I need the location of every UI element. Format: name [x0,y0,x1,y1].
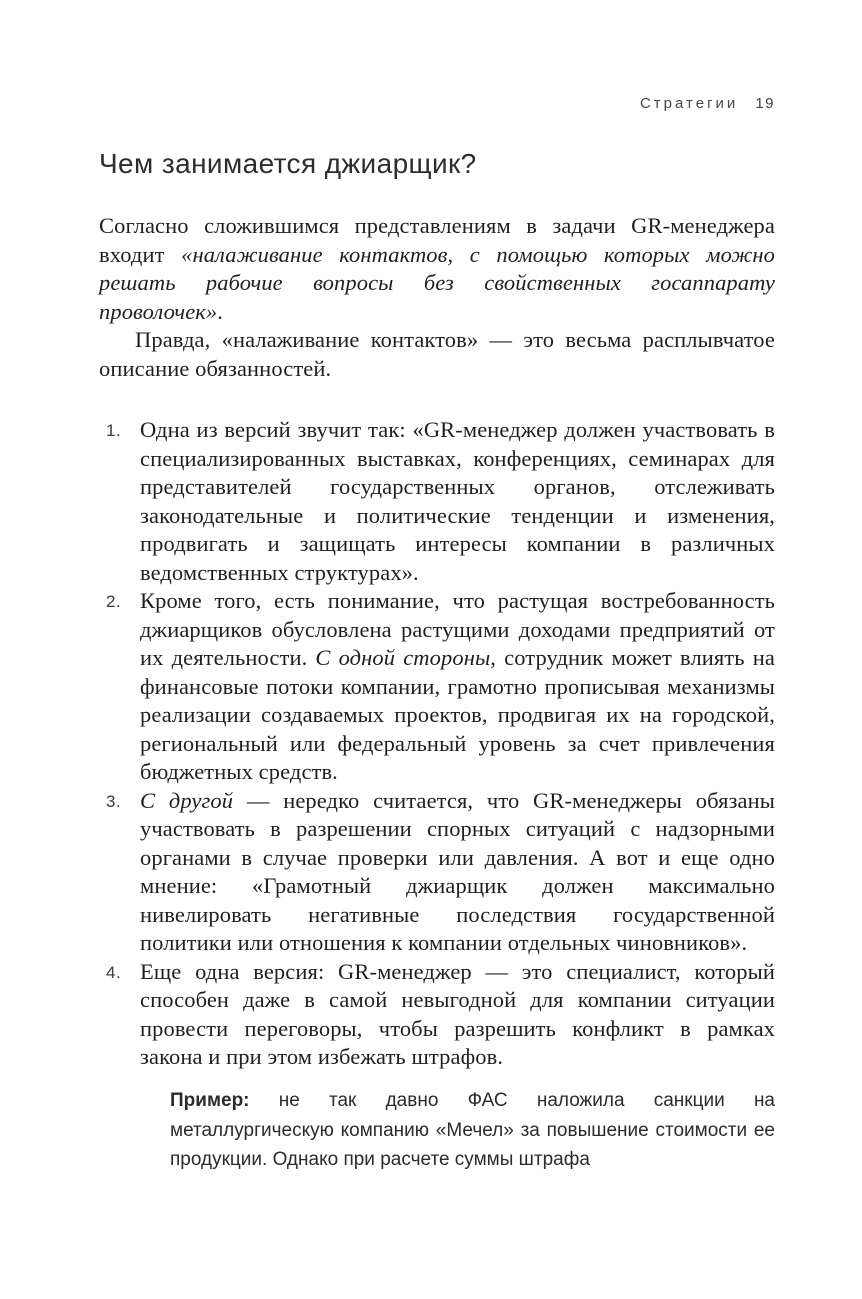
text-run: Одна из версий звучит так: «GR-менеджер должен участвовать в специализированных выставках, конференциях, семинарах для представителей государственных органов, отслеживать законодательные и политические тенденции и изменения, продвигать и защищать интересы компании в различных ведомственных структурах». [140,417,775,585]
text-run: не так давно ФАС наложила санкции на металлургическую компанию «Мечел» за повышение стоимости ее продукции. Однако при расчете суммы штрафа [170,1090,775,1170]
text-run: Согласно сложившимся представлениям в задачи GR-менеджера входит [99,213,775,267]
running-head [640,95,775,112]
italic-run: «налаживание контактов, с помощью которых можно решать рабочие вопросы без свойственных госаппарату проволочек» [99,241,776,324]
list-item-number: 2. [106,592,122,611]
example-block [170,1086,775,1175]
italic-run: С одной стороны, [315,645,497,670]
list-item [99,787,775,958]
bold-run: Пример: [170,1090,250,1111]
page-title: Чем занимается джиарщик? [99,148,477,179]
text-run: — нередко считается, что GR-менеджеры обязаны участвовать в разрешении спорных ситуаций с надзорными органами в случае проверки или давления. А вот и еще одно мнение: «Грамотный джиарщик должен максимально нивелировать негативные последствия государственной политики или отношения к компании отдельных чиновников». [140,787,775,955]
text-run: сотрудник может влиять на финансовые потоки компании, грамотно прописывая механизмы реализации создаваемых проектов, продвигая их на городской, региональный или федеральный уровень за счет привлечения бюджетных средств. [140,645,775,784]
list-item [99,416,775,587]
running-head-section: Стратегии [639,95,739,112]
list-item-number: 3. [106,791,122,811]
page-number: 19 [755,95,775,112]
list-item-number: 4. [106,962,122,982]
paragraph [99,326,775,383]
list-item [99,587,775,787]
paragraph [99,212,775,326]
list-item-number: 1. [106,421,122,440]
text-run: Правда, «налаживание контактов» — это весьма расплывчатое описание обязанностей. [99,327,775,381]
italic-run: С другой [140,787,234,813]
versions-list [99,416,775,1072]
text-run: Еще одна версия: GR-менеджер — это специалист, который способен даже в самой невыгодной для компании ситуации провести переговоры, чтобы разрешить конфликт в рамках закона и при этом избежать штрафов. [140,958,775,1069]
text-run: . [217,298,223,324]
text-run: Кроме того, есть понимание, что растущая востребованность джиарщиков обусловлена растущими доходами предприятий от их деятельности. [140,588,775,670]
intro-paragraphs [99,212,775,383]
list-item [99,958,775,1072]
